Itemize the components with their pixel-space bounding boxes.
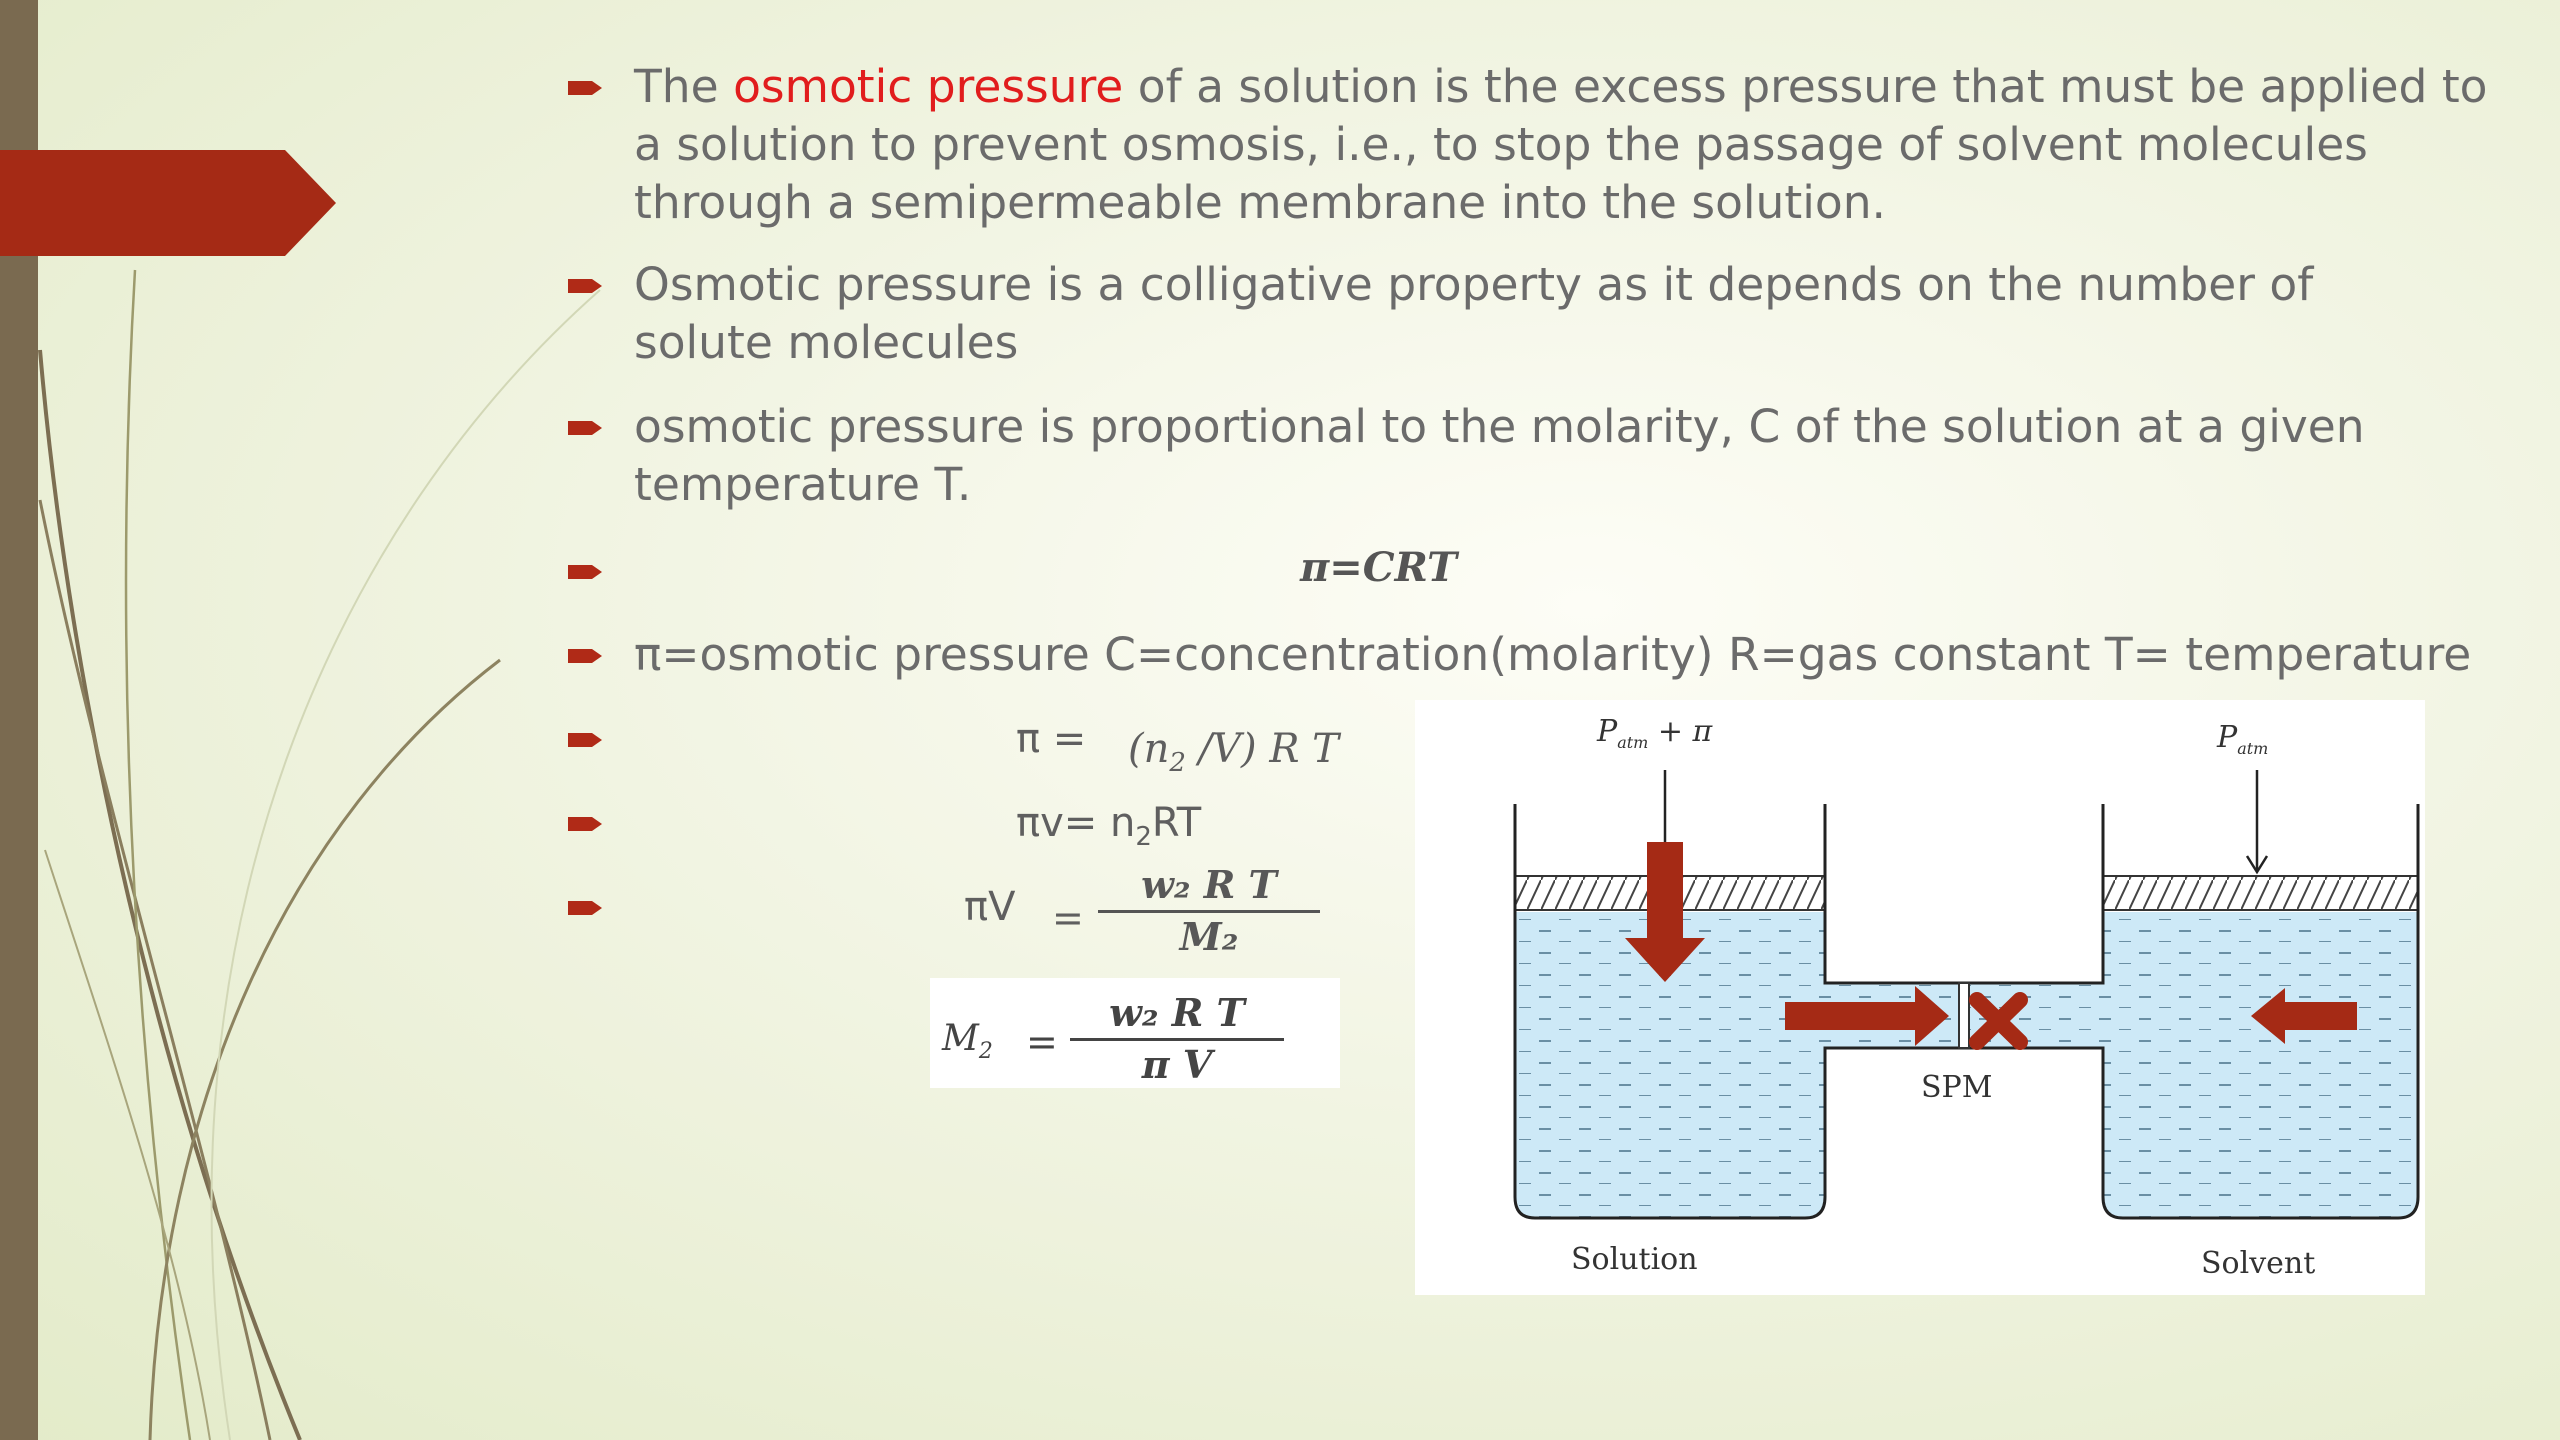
bullet-1-line-2: a solution to prevent osmosis, i.e., to stop the passage of solvent molecules	[634, 118, 2368, 171]
title-tab-arrow	[0, 150, 336, 256]
bullet-arrow-icon	[566, 814, 606, 834]
eq3-left: πV	[964, 884, 1016, 930]
eq3-denominator: M₂	[1179, 914, 1239, 959]
bullet-arrow-icon	[566, 646, 606, 666]
osmosis-diagram	[1415, 700, 2425, 1295]
label-patm: $P_{atm}$	[2217, 720, 2269, 758]
bullet-3-line-1: osmotic pressure is proportional to the molarity, C of the solution at a given	[634, 400, 2365, 453]
eq3-fraction-bar	[1098, 910, 1320, 913]
formula-pi-crt: π=CRT	[1300, 544, 1457, 591]
eq4-fraction-bar	[1070, 1038, 1284, 1041]
bullet-arrow-icon	[566, 418, 606, 438]
highlight-term: osmotic pressure	[733, 60, 1124, 113]
eq2: $\pi v= n_2RT$	[1016, 800, 1202, 852]
eq3-equals: =	[1052, 896, 1084, 940]
osmosis-diagram-drawing	[1415, 700, 2425, 1295]
bullet-1-line-1: The osmotic pressure of a solution is the excess pressure that must be applied to	[634, 60, 2488, 113]
eq1-left: π =	[1016, 716, 1087, 762]
eq4-equals: =	[1026, 1020, 1058, 1064]
bullet-arrow-icon	[566, 78, 606, 98]
bullet-5-definitions: π=osmotic pressure C=concentration(molarity) R=gas constant T= temperature	[634, 628, 2472, 681]
bullet-2-line-2: solute molecules	[634, 316, 1019, 369]
eq4-numerator: w₂ R T	[1109, 990, 1245, 1035]
bullet-3-line-2: temperature T.	[634, 458, 972, 511]
label-solvent: Solvent	[2201, 1246, 2316, 1281]
eq3-numerator: w₂ R T	[1141, 862, 1277, 907]
bullet-arrow-icon	[566, 898, 606, 918]
label-solution: Solution	[1571, 1242, 1698, 1277]
bullet-arrow-icon	[566, 562, 606, 582]
label-patm-plus-pi: $P_{atm} + \pi$	[1597, 714, 1713, 752]
eq4-left: $M_2$	[942, 1018, 993, 1065]
bullet-arrow-icon	[566, 730, 606, 750]
bullet-2-line-1: Osmotic pressure is a colligative property as it depends on the number of	[634, 258, 2314, 311]
bullet-arrow-icon	[566, 276, 606, 296]
eq1-right: ($n_2$ /V) R T	[1128, 726, 1339, 778]
bullet-1-line-3: through a semipermeable membrane into the solution.	[634, 176, 1887, 229]
label-spm: SPM	[1921, 1070, 1993, 1105]
eq4-denominator: π V	[1141, 1042, 1213, 1087]
